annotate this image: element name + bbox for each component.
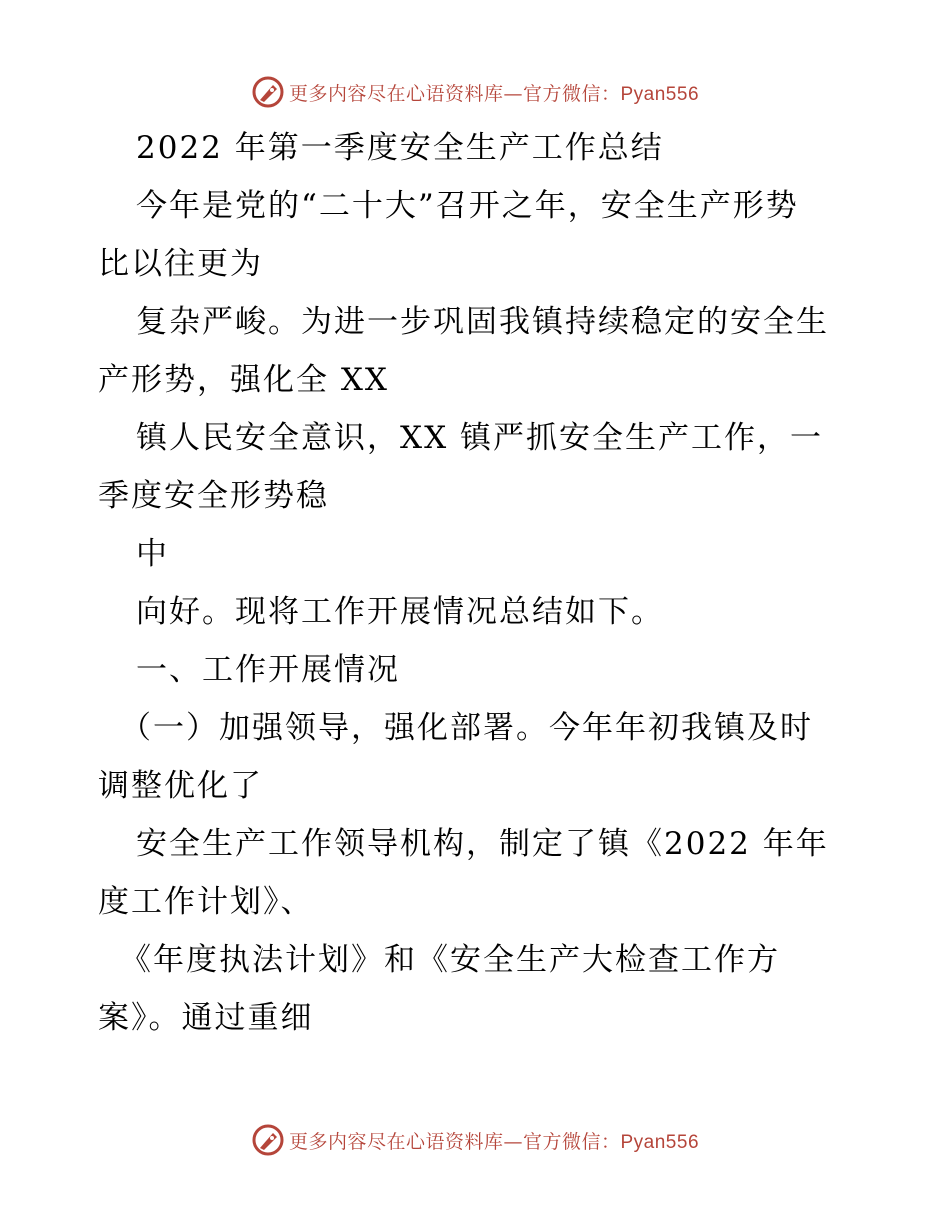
watermark-wechat-id: Pyan556 [620, 83, 700, 105]
watermark-label: 更多内容尽在心语资料库—官方微信： [288, 82, 621, 105]
watermark-wechat-id: Pyan556 [620, 1131, 700, 1153]
document-title: 2022 年第一季度安全生产工作总结 [136, 130, 664, 166]
paragraph-line: 调整优化了 [98, 768, 263, 804]
paragraph-line: 安全生产工作领导机构，制定了镇《2022 年年 [136, 826, 829, 862]
paragraph-line: 中 [136, 536, 169, 572]
watermark-text [289, 1127, 699, 1154]
paragraph-line: 案》。通过重细 [98, 1000, 314, 1036]
paragraph-line: 镇人民安全意识，XX 镇严抓安全生产工作，一 [136, 420, 823, 456]
paragraph-line: 度工作计划》、 [98, 884, 314, 920]
section-heading: 一、工作开展情况 [136, 652, 400, 688]
paragraph-line: 产形势，强化全 XX [98, 362, 389, 398]
paragraph-line: 比以往更为 [98, 246, 263, 282]
paragraph-line: （一）加强领导，强化部署。今年年初我镇及时 [120, 710, 813, 746]
paragraph-line: 向好。现将工作开展情况总结如下。 [136, 594, 664, 630]
watermark-footer [0, 1120, 950, 1160]
paragraph-line: 今年是党的“二十大”召开之年，安全生产形势 [136, 188, 799, 224]
pen-nib-logo-icon [251, 1123, 285, 1157]
paragraph-line: 《年度执法计划》和《安全生产大检查工作方 [120, 942, 780, 978]
watermark-label: 更多内容尽在心语资料库—官方微信： [288, 1130, 621, 1153]
paragraph-line: 复杂严峻。为进一步巩固我镇持续稳定的安全生 [136, 304, 829, 340]
paragraph-line: 季度安全形势稳 [98, 478, 329, 514]
